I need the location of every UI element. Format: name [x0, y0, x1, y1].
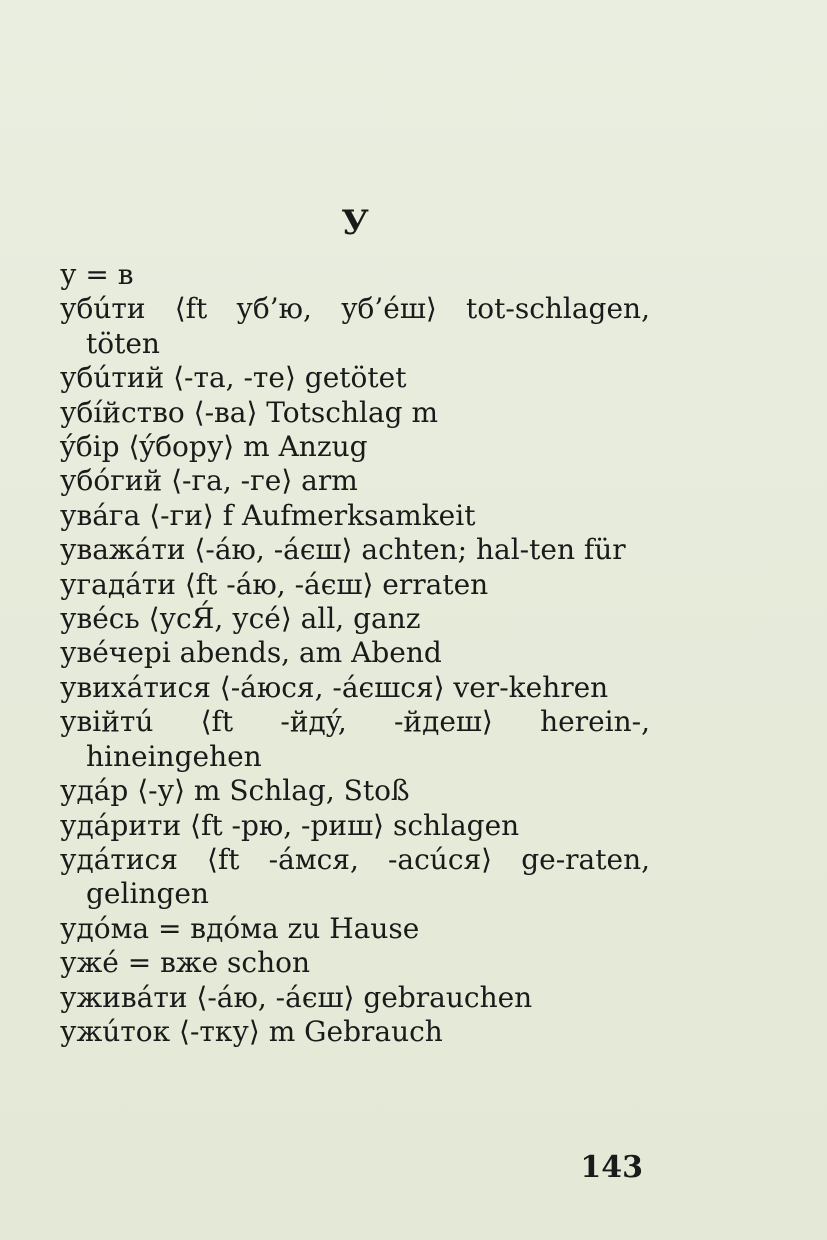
dictionary-entry: удóма = вдóма zu Hause: [60, 911, 420, 945]
dictionary-entry: удáтися ⟨ft -áмся, -асúся⟩ ge-raten, gelingen: [60, 842, 650, 911]
dictionary-entry: угадáти ⟨ft -áю, -áєш⟩ erraten: [60, 567, 489, 601]
dictionary-entry: ужé = вже schon: [60, 946, 311, 980]
dictionary-entry: уживáти ⟨-áю, -áєш⟩ gebrauchen: [60, 980, 533, 1014]
dictionary-entry: увійтú ⟨ft -йдý, -йдеш⟩ herein-, hineingehen: [60, 705, 650, 773]
dictionary-entry: увéчері abends, am Abend: [60, 636, 442, 670]
dictionary-entry: ýбір ⟨ýбору⟩ m Anzug: [60, 430, 368, 464]
section-letter-heading: У: [341, 203, 369, 243]
dictionary-entry: удáр ⟨-у⟩ m Schlag, Stoß: [60, 774, 410, 808]
dictionary-entry: уважáти ⟨-áю, -áєш⟩ achten; hal-ten für: [60, 533, 626, 567]
dictionary-entry: убíйство ⟨-ва⟩ Totschlag m: [60, 395, 439, 429]
dictionary-entry: удáрити ⟨ft -рю, -риш⟩ schlagen: [60, 808, 520, 842]
dictionary-entry: увéсь ⟨усЯ́, усé⟩ all, ganz: [60, 602, 421, 636]
page-number: 143: [580, 1150, 643, 1185]
dictionary-entry: у = в: [60, 258, 134, 291]
dictionary-entry: убúтий ⟨-та, -те⟩ getötet: [60, 361, 407, 395]
dictionary-entry: увáга ⟨-ги⟩ f Aufmerksamkeit: [60, 498, 476, 532]
dictionary-entry: убóгий ⟨-га, -ге⟩ arm: [60, 464, 358, 498]
dictionary-entry: убúти ⟨ft уб’ю, уб’éш⟩ tot-schlagen, töten: [60, 292, 650, 360]
dictionary-entry: ужúток ⟨-тку⟩ m Gebrauch: [60, 1014, 443, 1048]
entry-list: [60, 258, 650, 1049]
dictionary-entry: увихáтися ⟨-áюся, -áєшся⟩ ver-kehren: [60, 670, 609, 704]
